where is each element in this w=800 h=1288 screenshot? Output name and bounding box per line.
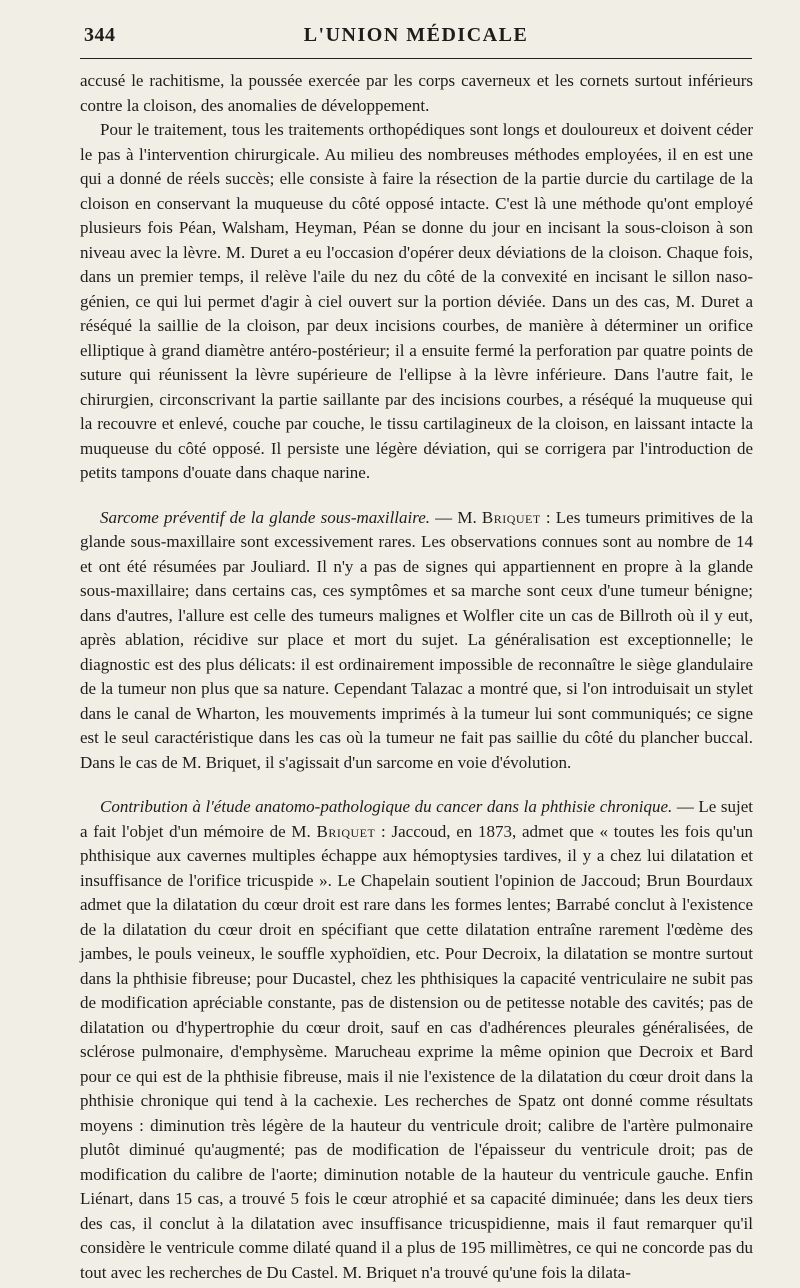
paragraph-phthisie (80, 795, 753, 1285)
section-dash: — Le sujet a fait l'objet d'un mémoire de M. (80, 797, 753, 841)
section-title-sarcome: Sarcome préventif de la glande sous-maxillaire. (100, 507, 431, 527)
article-body (80, 69, 753, 1285)
running-header (80, 18, 752, 54)
paragraph-sarcome (80, 506, 753, 776)
header-rule (80, 58, 752, 59)
paragraph-continuation: accusé le rachitisme, la poussée exercée par les corps caverneux et les cornets surtout inférieurs contre la cloison, des anomalies de développement. (80, 71, 753, 115)
journal-title: L'UNION MÉDICALE (303, 24, 529, 46)
section-title-phthisie: Contribution à l'étude anatomo-pathologique du cancer dans la phthisie chronique. (100, 797, 673, 816)
paragraph-treatment: Pour le traitement, tous les traitements orthopédiques sont longs et douloureux et doivent céder le pas à l'intervention chirurgicale. Au milieu des nombreuses méthodes employées, il en est une qui a donné de réels succès; elle consiste à faire la résection de la partie durcie du cartilage de la cloison en conservant la muqueuse du côté opposé intacte. C'est là une méthode qu'ont employé plusieurs fois Péan, Walsham, Heyman, Péan se donne du jour en incisant la sous-cloison à son niveau avec la lèvre. M. Duret a eu l'occasion d'opérer deux déviations de la cloison. Chaque fois, dans un premier temps, il relève l'aile du nez du côté de la convexité en incisant le sillon naso-génien, ce qui lui permet d'agir à ciel ouvert sur la portion déviée. Dans un des cas, M. Duret a réséqué la saillie de la cloison, par deux incisions courbes, de manière à déterminer un orifice elliptique à grand diamètre antéro-postérieur; il a ensuite fermé la perforation par quatre points de suture qui réunissent la lèvre supérieure de l'ellipse à la lèvre inférieure. Dans l'autre fait, le chirurgien, circonscrivant la partie saillante par des incisions courbes, a réséqué la muqueuse qui la recouvre et enlevé, couche par couche, le tissu cartilagineux de la cloison, en laissant intacte la muqueuse du côté opposé. Il persiste une légère déviation, qui se corrigera par l'introduction de petits tampons d'ouate dans chaque narine. (80, 120, 753, 482)
author-name: Briquet (316, 821, 376, 841)
page-number: 344 (84, 24, 116, 46)
paragraph-text: : Les tumeurs primitives de la glande sous-maxillaire sont excessivement rares. Les observations connues sont au nombre de 14 et ont été résumées par Jouliard. Il n'y a pas de signes qui appartiennent en propre à la glande sous-maxillaire; dans certains cas, ces symptômes et sa marche sont ceux d'une tumeur bénigne; dans d'autres, l'allure est celle des tumeurs malignes et Wolfler cite un cas de Billroth où il y eut, après ablation, récidive sur place et mort du sujet. La généralisation est exceptionnelle; le diagnostic est des plus délicats: il est ordinairement impossible de reconnaître le siège glandulaire de la tumeur non plus que sa nature. Cependant Talazac a montré que, si l'on introduisait un stylet dans le canal de Wharton, les mouvements imprimés à la tumeur lui sont communiqués; ce signe est le seul caractéristique dans les cas où la tumeur ne fait pas saillie du côté du plancher buccal. Dans le cas de M. Briquet, il s'agissait d'un sarcome en voie d'évolution. (80, 507, 753, 772)
section-dash: — M. (430, 507, 482, 527)
author-name: Briquet (481, 507, 541, 527)
paragraph-text: : Jaccoud, en 1873, admet que « toutes les fois qu'un phthisique aux cavernes multiples échappe aux hémoptysies tardives, il y a chez lui dilatation et insuffisance de l'orifice tricuspide ». Le Chapelain soutient l'opinion de Jaccoud; Brun Bourdaux admet que la dilatation du cœur droit est rare dans les formes lentes; Barrabé conclut à l'existence de la dilatation du cœur droit en spécifiant que cette dilatation entraîne rarement l'œdème des jambes, le pouls veineux, le souffle xyphoïdien, etc. Pour Decroix, la dilatation se montre surtout dans la phthisie fibreuse; pour Ducastel, chez les phthisiques la capacité ventriculaire ne subit pas de modification apréciable constante, pas de distension ou de petitesse notable des cavités; pas de dilatation ou d'hypertrophie du cœur droit, sauf en cas d'adhérences pleurales généralisées, de sclérose pulmonaire, d'emphysème. Marucheau exprime la même opinion que Decroix et Bard pour ce qui est de la phthisie fibreuse, mais il nie l'existence de la dilatation du cœur droit dans la phthisie chronique qui tend à la cachexie. Les recherches de Spatz ont donné comme résultats moyens : diminution très légère de la hauteur du ventricule droit; calibre de l'artère pulmonaire plutôt diminué qu'augmenté; pas de modification de l'épaisseur du ventricule droit; pas de modification du calibre de l'aorte; diminution notable de la hauteur du ventricule gauche. Enfin Liénart, dans 15 cas, a trouvé 5 fois le cœur atrophié et sa capacité diminuée; dans les deux tiers des cas, il conclut à la dilatation avec insuffisance tricuspidienne, mais il faut remarquer qu'il considère le ventricule comme dilaté quand il a plus de 195 millimètres, ce qui ne concorde pas du tout avec les recherches de Du Castel. M. Briquet n'a trouvé qu'une fois la dilata- (80, 821, 753, 1282)
